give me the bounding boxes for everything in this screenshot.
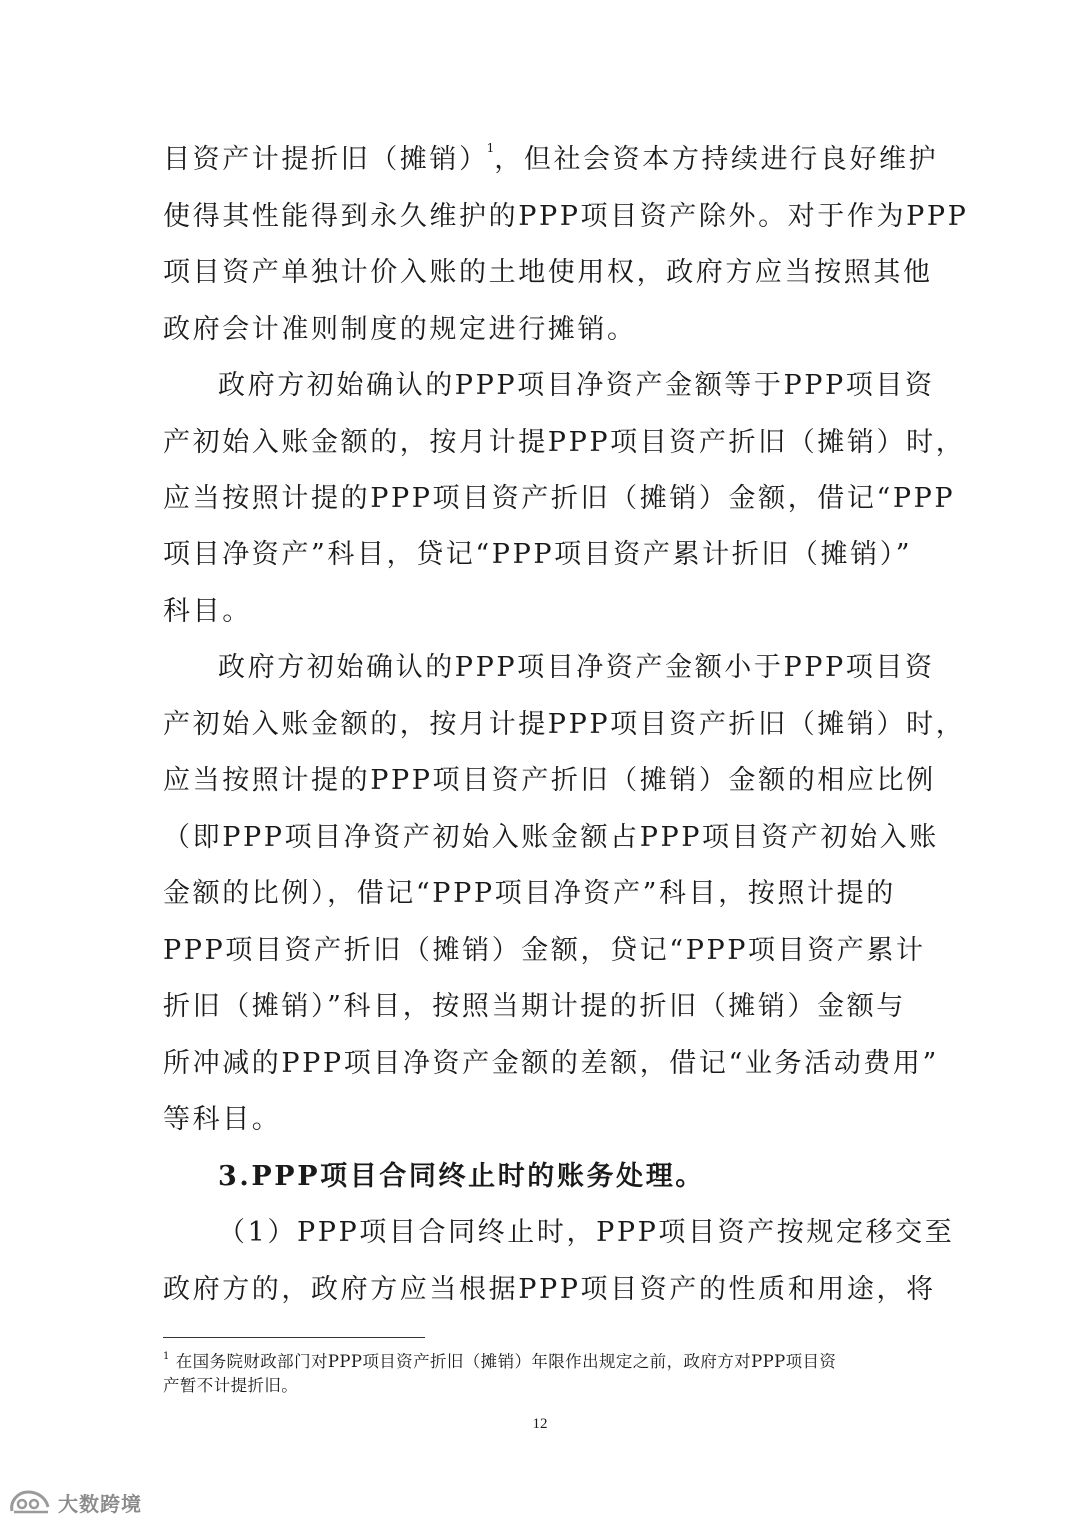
body-text: ，但社会资本方持续进行良好维护 — [494, 144, 939, 175]
section-heading: 3.PPP项目合同终止时的账务处理。 — [218, 1161, 705, 1192]
footnote-divider — [163, 1337, 425, 1338]
body-line: 政府方的，政府方应当根据PPP项目资产的性质和用途，将 — [163, 1274, 936, 1305]
footnote-line-1 — [163, 1350, 923, 1374]
logo-icon — [8, 1487, 52, 1517]
footnote-reference[interactable]: 1 — [486, 141, 495, 155]
watermark-text: 大数跨境 — [58, 1491, 142, 1516]
body-line: （即PPP项目净资产初始入账金额占PPP项目资产初始入账 — [163, 822, 939, 853]
paragraph-start: （1）PPP项目合同终止时，PPP项目资产按规定移交至 — [218, 1217, 955, 1248]
body-line: 等科目。 — [163, 1104, 282, 1135]
body-line: 产初始入账金额的，按月计提PPP项目资产折旧（摊销）时， — [163, 709, 966, 740]
footnote-mark: 1 — [163, 1351, 170, 1362]
body-line-1 — [163, 140, 939, 180]
paragraph-start: 政府方初始确认的PPP项目净资产金额小于PPP项目资 — [218, 652, 935, 683]
body-line: 应当按照计提的PPP项目资产折旧（摊销）金额的相应比例 — [163, 765, 936, 796]
footnote-text: 在国务院财政部门对PPP项目资产折旧（摊销）年限作出规定之前，政府方对PPP项目资 — [175, 1352, 837, 1371]
paragraph-start: 政府方初始确认的PPP项目净资产金额等于PPP项目资 — [218, 370, 935, 401]
body-line: 所冲减的PPP项目净资产金额的差额，借记“业务活动费用” — [163, 1048, 939, 1079]
body-line: PPP项目资产折旧（摊销）金额，贷记“PPP项目资产累计 — [163, 935, 926, 966]
body-line: 产初始入账金额的，按月计提PPP项目资产折旧（摊销）时， — [163, 427, 966, 458]
body-line: 金额的比例），借记“PPP项目净资产”科目，按照计提的 — [163, 878, 896, 909]
watermark — [8, 1486, 142, 1518]
page-number: 12 — [532, 1416, 548, 1432]
body-line-4: 政府会计准则制度的规定进行摊销。 — [163, 314, 637, 345]
body-line: 项目净资产”科目，贷记“PPP项目资产累计折旧（摊销）” — [163, 539, 913, 570]
footnote-line-2: 产暂不计提折旧。 — [163, 1376, 299, 1395]
body-line: 应当按照计提的PPP项目资产折旧（摊销）金额，借记“PPP — [163, 483, 956, 514]
body-line-2: 使得其性能得到永久维护的PPP项目资产除外。对于作为PPP — [163, 201, 969, 232]
body-text: 目资产计提折旧（摊销） — [163, 144, 489, 175]
body-line: 科目。 — [163, 596, 252, 627]
body-line-3: 项目资产单独计价入账的土地使用权，政府方应当按照其他 — [163, 257, 933, 288]
body-line: 折旧（摊销）”科目，按照当期计提的折旧（摊销）金额与 — [163, 991, 906, 1022]
